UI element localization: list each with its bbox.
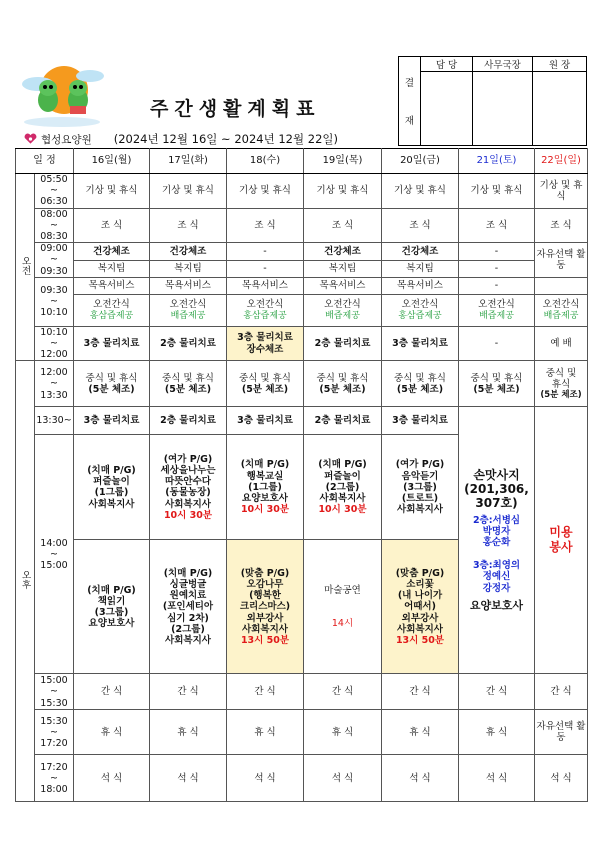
prog-time: 14시 <box>331 617 354 629</box>
snack-label: 오전간식 <box>93 299 130 311</box>
prog-line: 세상을나누는 <box>160 465 216 477</box>
cell-mon-pt: 3층 물리치료 <box>74 326 150 361</box>
lunch-label-2: 휴식 <box>551 378 571 390</box>
cell-sun-worship: 예 배 <box>535 326 588 361</box>
prog-line: 퍼즐놀이 <box>93 476 130 488</box>
cell-wed-snack: 간 식 <box>227 674 304 710</box>
approval-box <box>398 56 587 146</box>
snack-label: 오전간식 <box>542 299 580 311</box>
cell-sat-dinner: 석 식 <box>459 755 535 802</box>
cell-sat-rest: 휴 식 <box>459 710 535 755</box>
cell-sun-lunch <box>535 361 588 407</box>
cell-mon-snack-am <box>74 294 150 326</box>
prog-time: 13시 50분 <box>240 634 290 646</box>
cell-fri-prog-a <box>382 435 459 540</box>
cell-fri-welfare: 복지팀 <box>382 260 459 277</box>
cell-thu-pt: 2층 물리치료 <box>304 326 382 361</box>
massage-staff: 요양보호사 <box>469 598 524 612</box>
lunch-sub: (5분 체조) <box>241 383 289 395</box>
cell-wed-wake: 기상 및 휴식 <box>227 174 304 209</box>
cell-sat-exercise: - <box>459 243 535 260</box>
header-sat: 21일(토) <box>459 149 535 174</box>
prog-line: 크리스마스) <box>239 601 291 613</box>
cell-sat-bath: - <box>459 277 535 294</box>
row-snack-am <box>16 294 588 326</box>
prog-line: 외부강사 <box>246 612 284 624</box>
cell-fri-prog-b <box>382 540 459 674</box>
cell-sun-wake: 기상 및 휴식 <box>535 174 588 209</box>
cell-wed-prog-b <box>227 540 304 674</box>
cell-mon-breakfast: 조 식 <box>74 208 150 243</box>
row-welfare <box>16 260 588 277</box>
lunch-label: 중식 및 <box>545 367 577 379</box>
prog-line: (맞춤 P/G) <box>395 567 445 579</box>
prog-line: (치매 P/G) <box>240 459 290 471</box>
massage-name: 강정자 <box>482 582 511 594</box>
prog-line: 오감나무 <box>246 578 284 590</box>
cell-sat-massage <box>459 407 535 674</box>
cell-sun-breakfast: 조 식 <box>535 208 588 243</box>
row-exercise <box>16 243 588 260</box>
cell-fri-wake: 기상 및 휴식 <box>382 174 459 209</box>
pt-label: 3층 물리치료 <box>237 332 293 344</box>
cell-mon-snack: 간 식 <box>74 674 150 710</box>
approval-label-top: 결 <box>404 78 415 89</box>
lunch-label: 중식 및 휴식 <box>162 372 214 384</box>
cell-wed-snack-am <box>227 294 304 326</box>
cell-fri-rest: 휴 식 <box>382 710 459 755</box>
row-lunch <box>16 361 588 407</box>
cell-mon-welfare: 복지팀 <box>74 260 150 277</box>
cell-mon-exercise: 건강체조 <box>74 243 150 260</box>
prog-line: (행복한 <box>249 590 281 602</box>
prog-line: (3그룹) <box>403 481 437 493</box>
prog-line: 사회복지사 <box>319 493 366 505</box>
cell-wed-exercise: - <box>227 243 304 260</box>
prog-line: 싱글벙글 <box>169 578 207 590</box>
cell-fri-dinner: 석 식 <box>382 755 459 802</box>
cell-sat-lunch <box>459 361 535 407</box>
massage-rooms: (201,306, <box>464 482 529 497</box>
prog-line: (맞춤 P/G) <box>240 567 290 579</box>
prog-line: 사회복지사 <box>397 504 443 516</box>
header-wed: 18(수) <box>227 149 304 174</box>
prog-line: (치매 P/G) <box>318 459 367 471</box>
cell-thu-welfare: 복지팀 <box>304 260 382 277</box>
period-range: (2024년 12월 16일 ~ 2024년 12월 22일) <box>113 132 338 146</box>
volunteer-label: 미용 <box>549 524 573 539</box>
time-cell: 15:00 ~ 15:30 <box>35 674 74 710</box>
lunch-label: 중식 및 휴식 <box>316 372 369 384</box>
snack-label: 오전간식 <box>478 299 515 311</box>
lunch-label: 중식 및 휴식 <box>85 372 138 384</box>
prog-line: (여가 P/G) <box>163 453 213 465</box>
cell-fri-snack: 간 식 <box>382 674 459 710</box>
row-pt-am <box>16 326 588 361</box>
prog-time: 13시 50분 <box>395 634 445 646</box>
cell-wed-breakfast: 조 식 <box>227 208 304 243</box>
prog-line: 요양보호사 <box>242 493 288 505</box>
row-wake <box>16 174 588 209</box>
period-am-label: 오전 <box>19 256 31 276</box>
snack-sub: 홍삼즙제공 <box>243 310 287 321</box>
cell-sat-welfare: - <box>459 260 535 277</box>
prog-line: (3그룹) <box>94 606 129 618</box>
header-row <box>16 149 588 174</box>
cell-thu-snack: 간 식 <box>304 674 382 710</box>
snack-label: 오전간식 <box>401 299 439 311</box>
period-am <box>16 174 35 361</box>
time-cell: 13:30~ <box>35 407 74 435</box>
cell-sun-free-pm: 자유선택 활동 <box>535 710 588 755</box>
time-cell: 12:00 ~ 13:30 <box>35 361 74 407</box>
cell-wed-lunch <box>227 361 304 407</box>
time-cell: 17:20 ~ 18:00 <box>35 755 74 802</box>
page-title: 주간생활계획표 <box>150 98 321 120</box>
prog-line: 어때서) <box>404 601 436 613</box>
lunch-label: 중식 및 휴식 <box>239 372 291 384</box>
prog-time: 10시 30분 <box>318 504 367 516</box>
cell-sat-snack: 간 식 <box>459 674 535 710</box>
massage-title: 손맛사지 <box>473 468 520 483</box>
cell-thu-exercise: 건강체조 <box>304 243 382 260</box>
cell-thu-lunch <box>304 361 382 407</box>
org-name: 협성요양원 <box>41 133 92 146</box>
snack-label: 오전간식 <box>169 299 207 311</box>
cell-sat-wake: 기상 및 휴식 <box>459 174 535 209</box>
row-bath <box>16 277 588 294</box>
cell-mon-pt-pm: 3층 물리치료 <box>74 407 150 435</box>
cell-mon-bath: 목욕서비스 <box>74 277 150 294</box>
cell-tue-pt: 2층 물리치료 <box>150 326 227 361</box>
lunch-label: 중식 및 휴식 <box>394 372 446 384</box>
prog-line: 요양보호사 <box>88 618 135 630</box>
cell-tue-prog-a <box>150 435 227 540</box>
prog-line: (치매 P/G) <box>87 465 136 477</box>
snack-sub: 배즙제공 <box>325 310 360 321</box>
prog-line: (1그룹) <box>94 487 129 499</box>
prog-line: 사회복지사 <box>165 498 211 510</box>
prog-line: 마술공연 <box>324 584 361 596</box>
prog-time: 10시 30분 <box>240 504 290 516</box>
prog-line: 사회복지사 <box>88 498 135 510</box>
lunch-sub: (5분 체조) <box>473 383 520 395</box>
snack-sub: 배즙제공 <box>543 310 579 321</box>
prog-line: (동물농장) <box>165 487 211 499</box>
row-snack-pm <box>16 674 588 710</box>
prog-line: 사회복지사 <box>165 634 211 646</box>
heart-icon <box>24 133 37 145</box>
cell-mon-lunch <box>74 361 150 407</box>
cell-sun-free: 자유선택 활동 <box>535 243 588 278</box>
cell-wed-prog-a <box>227 435 304 540</box>
cell-sun-bath <box>535 277 588 294</box>
cell-tue-breakfast: 조 식 <box>150 208 227 243</box>
cell-thu-prog-b <box>304 540 382 674</box>
cell-tue-rest: 휴 식 <box>150 710 227 755</box>
cell-mon-dinner: 석 식 <box>74 755 150 802</box>
approval-label-bottom: 재 <box>404 116 415 127</box>
cell-tue-pt-pm: 2층 물리치료 <box>150 407 227 435</box>
prog-line: 심기 2차) <box>167 612 209 624</box>
approval-sign-manager[interactable] <box>473 72 533 146</box>
cell-tue-exercise: 건강체조 <box>150 243 227 260</box>
approval-label <box>399 57 421 146</box>
cell-fri-snack-am <box>382 294 459 326</box>
prog-line: (여가 P/G) <box>395 459 445 471</box>
cell-tue-snack-am <box>150 294 227 326</box>
cell-wed-welfare: - <box>227 260 304 277</box>
row-breakfast <box>16 208 588 243</box>
cell-fri-bath: 목욕서비스 <box>382 277 459 294</box>
time-cell: 08:00 ~ 08:30 <box>35 208 74 243</box>
pt-sub: 장수체조 <box>246 343 284 355</box>
cell-wed-bath: 목욕서비스 <box>227 277 304 294</box>
cell-fri-lunch <box>382 361 459 407</box>
prog-line: 외부강사 <box>401 612 439 624</box>
cell-thu-pt-pm: 2층 물리치료 <box>304 407 382 435</box>
lunch-sub: (5분 체조) <box>88 383 135 395</box>
snack-label: 오전간식 <box>246 299 284 311</box>
time-cell: 09:30 ~ 10:10 <box>35 277 74 326</box>
cell-thu-dinner: 석 식 <box>304 755 382 802</box>
cell-mon-prog-a <box>74 435 150 540</box>
row-rest <box>16 710 588 755</box>
prog-line: 행복교실 <box>246 470 284 482</box>
cell-tue-welfare: 복지팀 <box>150 260 227 277</box>
cell-thu-prog-a <box>304 435 382 540</box>
cell-mon-prog-b <box>74 540 150 674</box>
lunch-sub: (5분 체조) <box>396 383 444 395</box>
cell-fri-pt: 3층 물리치료 <box>382 326 459 361</box>
subtitle <box>24 131 338 147</box>
cell-sat-breakfast: 조 식 <box>459 208 535 243</box>
lunch-label: 중식 및 휴식 <box>470 372 523 384</box>
prog-line: (치매 P/G) <box>87 584 136 596</box>
cell-thu-wake: 기상 및 휴식 <box>304 174 382 209</box>
period-pm <box>16 361 35 802</box>
prog-line: 사회복지사 <box>397 623 443 635</box>
snack-sub: 배즙제공 <box>170 310 206 321</box>
cell-thu-rest: 휴 식 <box>304 710 382 755</box>
massage-name: 정예신 <box>482 571 511 583</box>
prog-line: (2그룹) <box>325 481 360 493</box>
prog-line: (치매 P/G) <box>163 567 213 579</box>
prog-line: (1그룹) <box>248 481 282 493</box>
cell-fri-exercise: 건강체조 <box>382 243 459 260</box>
time-cell: 15:30 ~ 17:20 <box>35 710 74 755</box>
lunch-sub: (5분 체조) <box>540 390 582 401</box>
approval-col-staff: 담 당 <box>421 57 473 72</box>
prog-line: (2그룹) <box>171 623 205 635</box>
cell-mon-rest: 휴 식 <box>74 710 150 755</box>
cell-sun-snack-am <box>535 294 588 326</box>
prog-line: 소리꽃 <box>406 578 434 590</box>
prog-line: 책읽기 <box>97 595 126 607</box>
cell-wed-dinner: 석 식 <box>227 755 304 802</box>
prog-line: 사회복지사 <box>242 623 288 635</box>
header-thu: 19일(목) <box>304 149 382 174</box>
cell-fri-pt-pm: 3층 물리치료 <box>382 407 459 435</box>
massage-rooms-2: 307호) <box>475 496 518 511</box>
prog-line: (내 나이가 <box>397 590 443 602</box>
cell-wed-rest: 휴 식 <box>227 710 304 755</box>
volunteer-label-2: 봉사 <box>549 540 573 555</box>
prog-line: 음악듣기 <box>401 470 439 482</box>
prog-line: 따뜻안수다 <box>165 476 211 488</box>
approval-sign-staff[interactable] <box>421 72 473 146</box>
prog-time: 10시 30분 <box>163 509 213 521</box>
schedule-table <box>15 148 588 802</box>
time-cell: 10:10 ~ 12:00 <box>35 326 74 361</box>
snack-label: 오전간식 <box>324 299 361 311</box>
time-cell: 09:00 ~ 09:30 <box>35 243 74 278</box>
massage-name: 박명자 <box>482 525 511 537</box>
logo-image <box>18 62 106 128</box>
lunch-sub: (5분 체조) <box>319 383 366 395</box>
cell-tue-wake: 기상 및 휴식 <box>150 174 227 209</box>
cell-wed-pt <box>227 326 304 361</box>
prog-line: 원예치료 <box>169 590 207 602</box>
approval-col-manager: 사무국장 <box>473 57 533 72</box>
cell-tue-dinner: 석 식 <box>150 755 227 802</box>
cell-sat-snack-am <box>459 294 535 326</box>
row-pt-pm <box>16 407 588 435</box>
snack-sub: 배즙제공 <box>479 310 514 321</box>
prog-line: (포인세티아 <box>162 601 214 613</box>
time-cell: 14:00 ~ 15:00 <box>35 435 74 674</box>
snack-sub: 홍삼즙제공 <box>398 310 442 321</box>
cell-tue-prog-b <box>150 540 227 674</box>
snack-sub: 홍삼즙제공 <box>89 310 134 321</box>
approval-col-director: 원 장 <box>533 57 587 72</box>
cell-sun-volunteer <box>535 407 588 674</box>
massage-name: 3층:최영의 <box>472 560 521 572</box>
massage-name: 홍순화 <box>482 536 511 548</box>
cell-tue-snack: 간 식 <box>150 674 227 710</box>
cell-sat-pt: - <box>459 326 535 361</box>
time-cell: 05:50 ~ 06:30 <box>35 174 74 209</box>
header-fri: 20일(금) <box>382 149 459 174</box>
cell-tue-lunch <box>150 361 227 407</box>
approval-sign-director[interactable] <box>533 72 587 146</box>
row-dinner <box>16 755 588 802</box>
cell-sun-dinner: 석 식 <box>535 755 588 802</box>
cell-tue-bath: 목욕서비스 <box>150 277 227 294</box>
cell-mon-wake: 기상 및 휴식 <box>74 174 150 209</box>
period-pm-label: 오후 <box>19 570 31 590</box>
prog-line: (트로트) <box>401 493 439 505</box>
cell-thu-bath: 목욕서비스 <box>304 277 382 294</box>
cell-wed-pt-pm: 3층 물리치료 <box>227 407 304 435</box>
header-sun: 22일(일) <box>535 149 588 174</box>
cell-fri-breakfast: 조 식 <box>382 208 459 243</box>
header-tue: 17일(화) <box>150 149 227 174</box>
prog-line: 퍼즐놀이 <box>324 470 361 482</box>
cell-sun-snack: 간 식 <box>535 674 588 710</box>
cell-thu-breakfast: 조 식 <box>304 208 382 243</box>
cell-thu-snack-am <box>304 294 382 326</box>
lunch-sub: (5분 체조) <box>164 383 212 395</box>
massage-name: 2층:서병심 <box>472 514 521 526</box>
header-mon: 16일(월) <box>74 149 150 174</box>
header-schedule: 일 정 <box>16 149 74 174</box>
